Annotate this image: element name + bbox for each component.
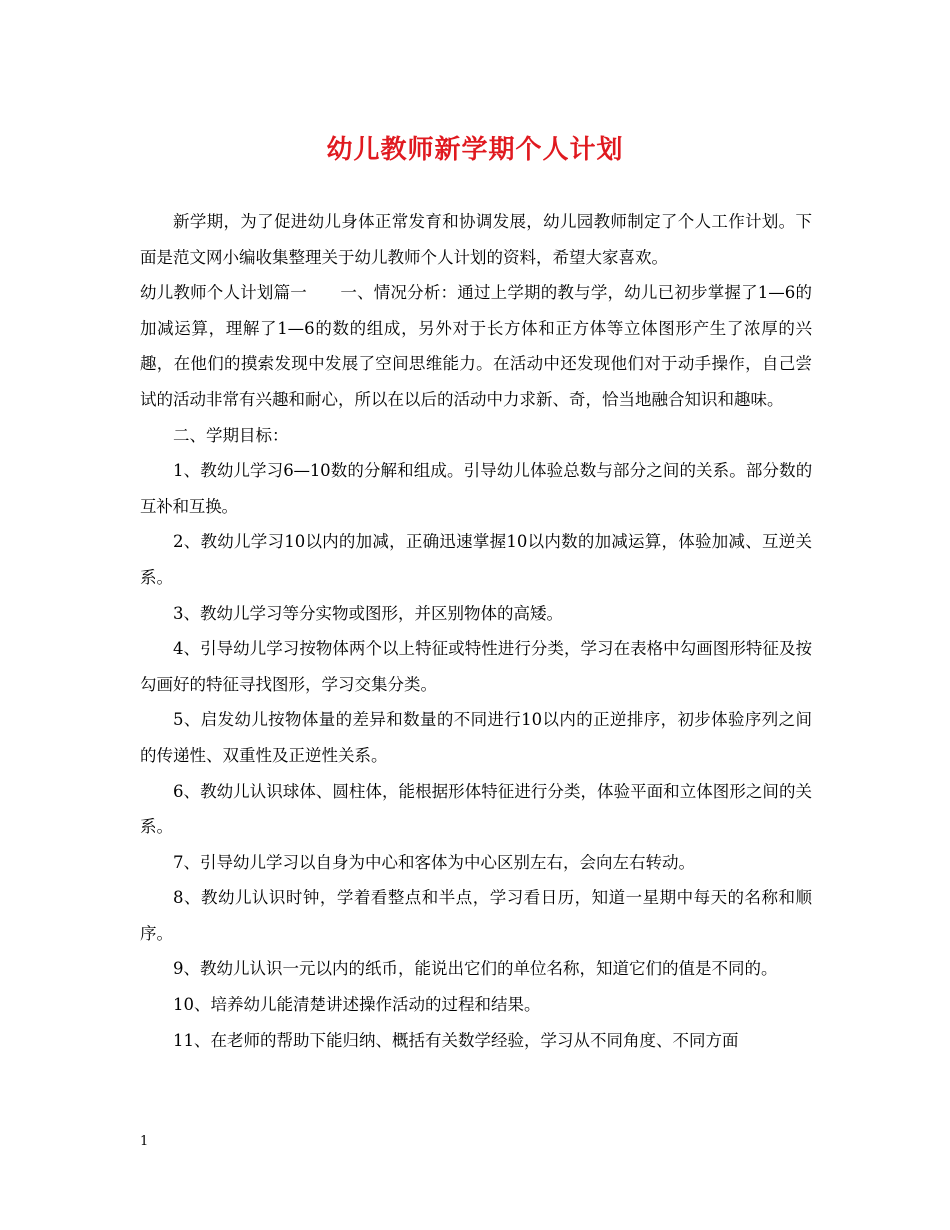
paragraph-goal-8: 8、教幼儿认识时钟，学着看整点和半点，学习看日历，知道一星期中每天的名称和顺序。 <box>140 888 812 943</box>
paragraph-goal-10: 10、培养幼儿能清楚讲述操作活动的过程和结果。 <box>173 995 541 1015</box>
paragraph-goals-heading: 二、学期目标： <box>173 425 289 445</box>
paragraph-goal-6: 6、教幼儿认识球体、圆柱体，能根据形体特征进行分类，体验平面和立体图形之间的关系。 <box>140 781 812 837</box>
paragraph-situation-analysis: 幼儿教师个人计划篇一 一、情况分析：通过上学期的教与学，幼儿已初步掌握了1—6的加减运算，理解了1—6的数的组成，另外对于长方体和正方体等立体图形产生了浓厚的兴趣，在他们的摸索发现中发展了空间思维能力。在活动中还发现他们对于动手操作，自己尝试的活动非常有兴趣和耐心，所以在以后的活动中力求新、奇，恰当地融合知识和趣味。 <box>140 283 812 409</box>
paragraph-goal-7: 7、引导幼儿学习以自身为中心和客体为中心区别左右，会向左右转动。 <box>173 852 695 872</box>
paragraph-goal-1: 1、教幼儿学习6—10数的分解和组成。引导幼儿体验总数与部分之间的关系。部分数的互补和互换。 <box>140 461 812 516</box>
page-number: 1 <box>140 1134 149 1149</box>
document-title: 幼儿教师新学期个人计划 <box>326 135 624 165</box>
paragraph-goal-2: 2、教幼儿学习10以内的加减，正确迅速掌握10以内数的加减运算，体验加减、互逆关系。 <box>140 532 812 587</box>
paragraph-goal-4: 4、引导幼儿学习按物体两个以上特征或特性进行分类，学习在表格中勾画图形特征及按勾画好的特征寻找图形，学习交集分类。 <box>140 639 812 694</box>
paragraph-goal-5: 5、启发幼儿按物体量的差异和数量的不同进行10以内的正逆排序，初步体验序列之间的传递性、双重性及正逆性关系。 <box>140 710 812 765</box>
paragraph-goal-3: 3、教幼儿学习等分实物或图形，并区别物体的高矮。 <box>173 603 563 623</box>
paragraph-goal-11: 11、在老师的帮助下能归纳、概括有关数学经验，学习从不同角度、不同方面 <box>173 1030 739 1050</box>
paragraph-intro: 新学期，为了促进幼儿身体正常发育和协调发展，幼儿园教师制定了个人工作计划。下面是范文网小编收集整理关于幼儿教师个人计划的资料，希望大家喜欢。 <box>140 212 812 267</box>
document-body <box>140 204 812 1058</box>
paragraph-goal-9: 9、教幼儿认识一元以内的纸币，能说出它们的单位名称，知道它们的值是不同的。 <box>173 959 778 979</box>
